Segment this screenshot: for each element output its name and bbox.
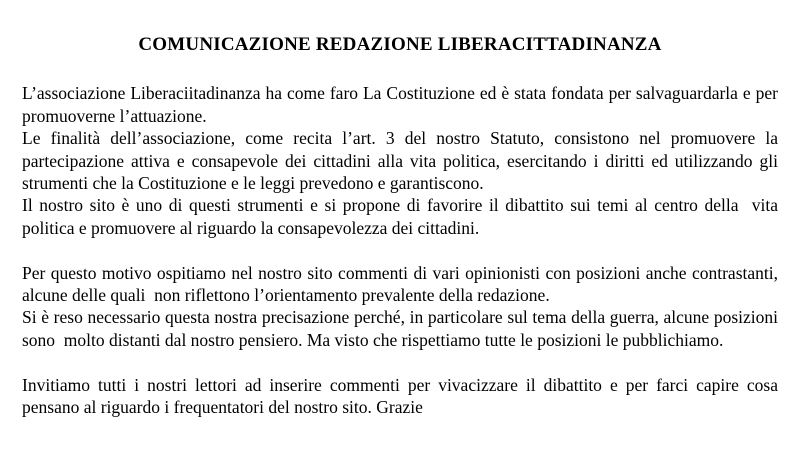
paragraph-site-purpose: Il nostro sito è uno di questi strumenti e si propone di favorire il dibattito sui temi al centro della vita politica e promuovere al riguardo la consapevolezza dei cittadini.: [22, 195, 778, 238]
paragraph-statute-goals: Le finalità dell’associazione, come recita l’art. 3 del nostro Statuto, consistono nel promuovere la partecipazione attiva e consapevole dei cittadini alla vita politica, esercitando i diritti ed utilizzando gli strumenti che la Costituzione e le leggi prevedono e garantiscono.: [22, 128, 778, 194]
paragraph-clarification: Si è reso necessario questa nostra precisazione perché, in particolare sul tema della guerra, alcune posizioni sono molto distanti dal nostro pensiero. Ma visto che rispettiamo tutte le posizioni le pubblichiamo.: [22, 307, 778, 350]
paragraph-association-purpose: L’associazione Liberaciitadinanza ha come faro La Costituzione ed è stata fondata per salvaguardarla e per promuoverne l’attuazione.: [22, 83, 778, 126]
paragraph-opinionists: Per questo motivo ospitiamo nel nostro sito commenti di vari opinionisti con posizioni anche contrastanti, alcune delle quali non riflettono l’orientamento prevalente della redazione.: [22, 262, 778, 306]
paragraph-block-opinions: [22, 262, 778, 352]
paragraph-block-invitation: [22, 374, 778, 419]
paragraph-block-intro: [22, 82, 778, 239]
paragraph-invitation: Invitiamo tutti i nostri lettori ad inserire commenti per vivacizzare il dibattito e per farci capire cosa pensano al riguardo i frequentatori del nostro sito. Grazie: [22, 374, 778, 418]
document-title: COMUNICAZIONE REDAZIONE LIBERACITTADINANZA: [138, 34, 662, 55]
